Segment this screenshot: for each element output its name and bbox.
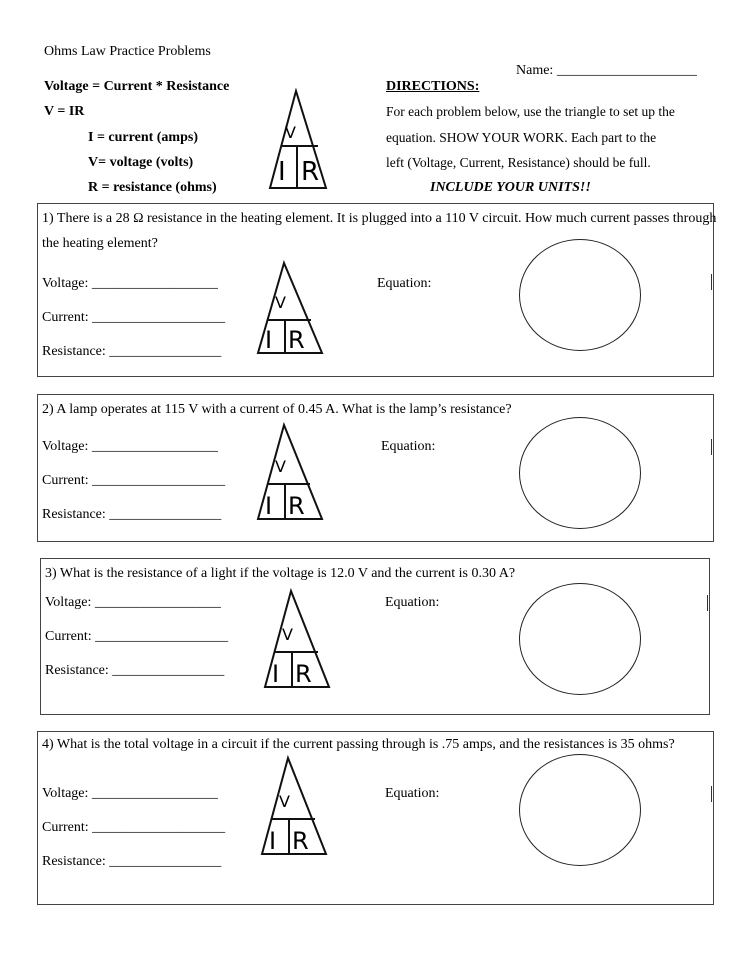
voltage-field: Voltage: __________________ bbox=[42, 276, 218, 291]
triangle-letter-v: V bbox=[282, 625, 293, 644]
equation-label: Equation: bbox=[381, 439, 436, 454]
answer-circle bbox=[519, 754, 641, 866]
answer-circle bbox=[519, 583, 641, 695]
directions-line-3: left (Voltage, Current, Resistance) should be full. bbox=[386, 155, 651, 170]
problem-4-box bbox=[37, 731, 714, 905]
units-note: INCLUDE YOUR UNITS!! bbox=[430, 180, 591, 195]
definition-voltage: V= voltage (volts) bbox=[88, 155, 194, 170]
voltage-field: Voltage: __________________ bbox=[42, 786, 218, 801]
margin-tick bbox=[711, 786, 712, 802]
vir-triangle-icon bbox=[266, 88, 330, 192]
triangle-letter-r: R bbox=[295, 660, 312, 688]
problem-2-text: 2) A lamp operates at 115 V with a current of 0.45 A. What is the lamp’s resistance? bbox=[42, 402, 512, 417]
current-field: Current: ___________________ bbox=[45, 629, 229, 644]
answer-circle bbox=[519, 417, 641, 529]
definition-resistance: R = resistance (ohms) bbox=[88, 180, 217, 195]
voltage-field: Voltage: __________________ bbox=[42, 439, 218, 454]
triangle-letter-r: R bbox=[292, 827, 309, 855]
resistance-field: Resistance: ________________ bbox=[42, 854, 222, 869]
problem-2-box bbox=[37, 394, 714, 542]
triangle-letter-r: R bbox=[288, 326, 305, 354]
triangle-letter-r: R bbox=[301, 157, 320, 187]
triangle-letter-i: I bbox=[265, 492, 273, 520]
problem-3-box bbox=[40, 558, 710, 715]
triangle-letter-i: I bbox=[272, 660, 280, 688]
vir-triangle-icon bbox=[254, 260, 326, 356]
triangle-letter-i: I bbox=[265, 326, 273, 354]
directions-line-1: For each problem below, use the triangle to set up the bbox=[386, 104, 675, 119]
vir-triangle-icon bbox=[254, 422, 326, 522]
triangle-letter-i: I bbox=[278, 157, 286, 187]
current-field: Current: ___________________ bbox=[42, 820, 226, 835]
worksheet-title: Ohms Law Practice Problems bbox=[44, 44, 211, 59]
resistance-field: Resistance: ________________ bbox=[42, 344, 222, 359]
triangle-letter-v: V bbox=[285, 123, 296, 142]
resistance-field: Resistance: ________________ bbox=[45, 663, 225, 678]
formula-short: V = IR bbox=[44, 104, 85, 119]
voltage-field: Voltage: __________________ bbox=[45, 595, 221, 610]
margin-tick bbox=[711, 439, 712, 455]
answer-circle bbox=[519, 239, 641, 351]
current-field: Current: ___________________ bbox=[42, 473, 226, 488]
definition-current: I = current (amps) bbox=[88, 130, 198, 145]
equation-label: Equation: bbox=[377, 276, 432, 291]
triangle-letter-v: V bbox=[275, 293, 286, 312]
triangle-letter-v: V bbox=[275, 457, 286, 476]
current-field: Current: ___________________ bbox=[42, 310, 226, 325]
margin-tick bbox=[707, 595, 708, 611]
vir-triangle-icon bbox=[258, 755, 330, 857]
triangle-letter-i: I bbox=[269, 827, 277, 855]
margin-tick bbox=[711, 274, 712, 290]
directions-heading: DIRECTIONS: bbox=[386, 79, 480, 94]
equation-label: Equation: bbox=[385, 786, 440, 801]
equation-label: Equation: bbox=[385, 595, 440, 610]
name-field: Name: ____________________ bbox=[516, 63, 697, 78]
resistance-field: Resistance: ________________ bbox=[42, 507, 222, 522]
directions-line-2: equation. SHOW YOUR WORK. Each part to the bbox=[386, 130, 657, 145]
triangle-letter-v: V bbox=[279, 792, 290, 811]
triangle-letter-r: R bbox=[288, 492, 305, 520]
problem-1-text: 1) There is a 28 Ω resistance in the heating element. It is plugged into a 110 V circuit. How much current passes through the heating element? bbox=[42, 211, 717, 251]
problem-4-text: 4) What is the total voltage in a circuit if the current passing through is .75 amps, and the resistances is 35 ohms? bbox=[42, 737, 675, 752]
formula-text: Voltage = Current * Resistance bbox=[44, 79, 230, 94]
problem-3-text: 3) What is the resistance of a light if the voltage is 12.0 V and the current is 0.30 A? bbox=[45, 566, 516, 581]
vir-triangle-icon bbox=[261, 588, 333, 690]
problem-1-box bbox=[37, 203, 717, 377]
